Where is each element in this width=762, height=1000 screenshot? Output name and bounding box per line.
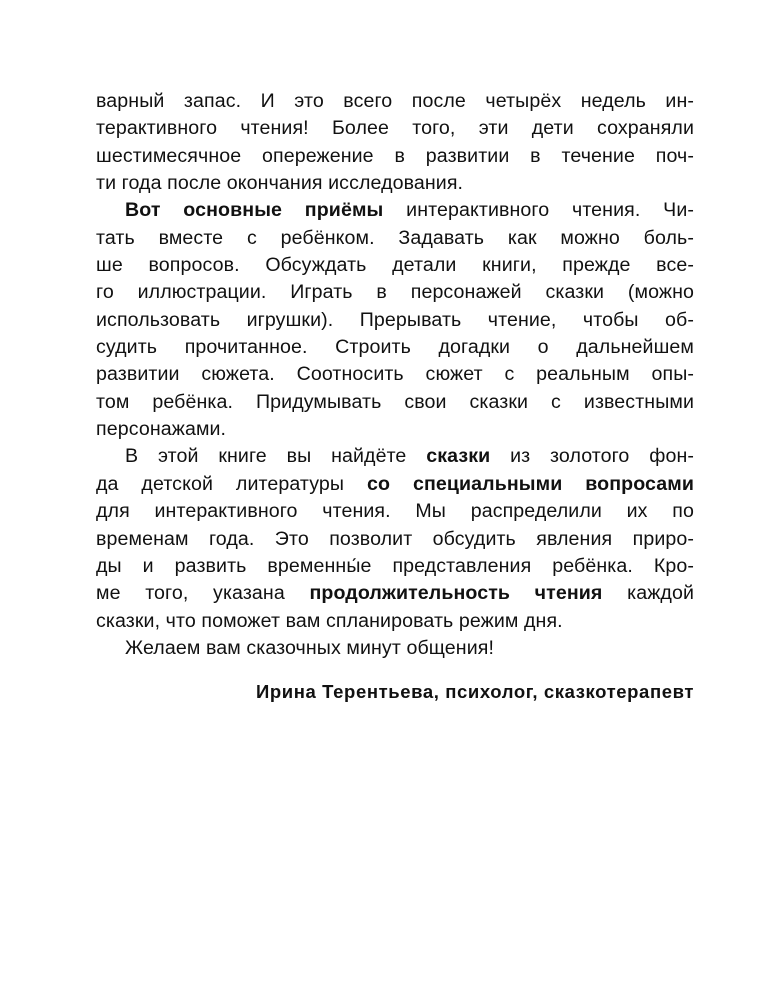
bold-phrase: Вот основные приёмы xyxy=(125,199,384,222)
text-run: каждой xyxy=(602,582,694,605)
bold-phrase: продолжительность чтения xyxy=(309,582,603,605)
paragraph-line: шестимесячное опережение в развитии в течение поч- xyxy=(96,144,694,167)
bold-phrase: сказки xyxy=(426,445,491,468)
paragraph-line: использовать игрушки). Прерывать чтение, чтобы об- xyxy=(96,308,694,331)
text-run: ме того, указана xyxy=(96,582,310,605)
paragraph-line: тать вместе с ребёнком. Задавать как можно боль- xyxy=(96,226,694,249)
paragraph-line: персонажами. xyxy=(96,418,227,441)
paragraph-line: го иллюстрации. Играть в персонажей сказки (можно xyxy=(96,281,694,304)
text-run: из золотого фон- xyxy=(490,445,694,468)
paragraph-line: Желаем вам сказочных минут общения! xyxy=(125,636,494,659)
paragraph-line xyxy=(96,197,694,224)
page-text xyxy=(96,88,694,662)
paragraph-line: развитии сюжета. Соотносить сюжет с реальным опы- xyxy=(96,363,694,386)
paragraph-line: варный запас. И это всего после четырёх недель ин- xyxy=(96,90,694,112)
paragraph-line: для интерактивного чтения. Мы распределили их по xyxy=(96,500,694,523)
paragraph-line: терактивного чтения! Более того, эти дети сохраняли xyxy=(96,117,694,140)
author-signature: Ирина Терентьева, психолог, сказкотерапевт xyxy=(256,681,694,702)
paragraph-line xyxy=(96,580,694,607)
paragraph-line: ды и развить временны́е представления ребёнка. Кро- xyxy=(96,554,694,577)
paragraph-line: судить прочитанное. Строить догадки о дальнейшем xyxy=(96,336,694,359)
text-run: В этой книге вы найдёте xyxy=(125,445,427,468)
text-run: интерактивного чтения. Чи- xyxy=(383,199,694,222)
paragraph-line xyxy=(96,443,694,470)
paragraph-line: том ребёнка. Придумывать свои сказки с известными xyxy=(96,390,694,413)
paragraph-line: временам года. Это позволит обсудить явления приро- xyxy=(96,527,694,550)
paragraph-line: ше вопросов. Обсуждать детали книги, прежде все- xyxy=(96,254,694,277)
bold-phrase: со специальными вопросами xyxy=(366,472,695,495)
paragraph-line: ти года после окончания исследования. xyxy=(96,172,464,195)
text-run: да детской литературы xyxy=(96,472,367,495)
paragraph-line: сказки, что поможет вам спланировать режим дня. xyxy=(96,609,563,632)
paragraph-line xyxy=(96,471,694,498)
